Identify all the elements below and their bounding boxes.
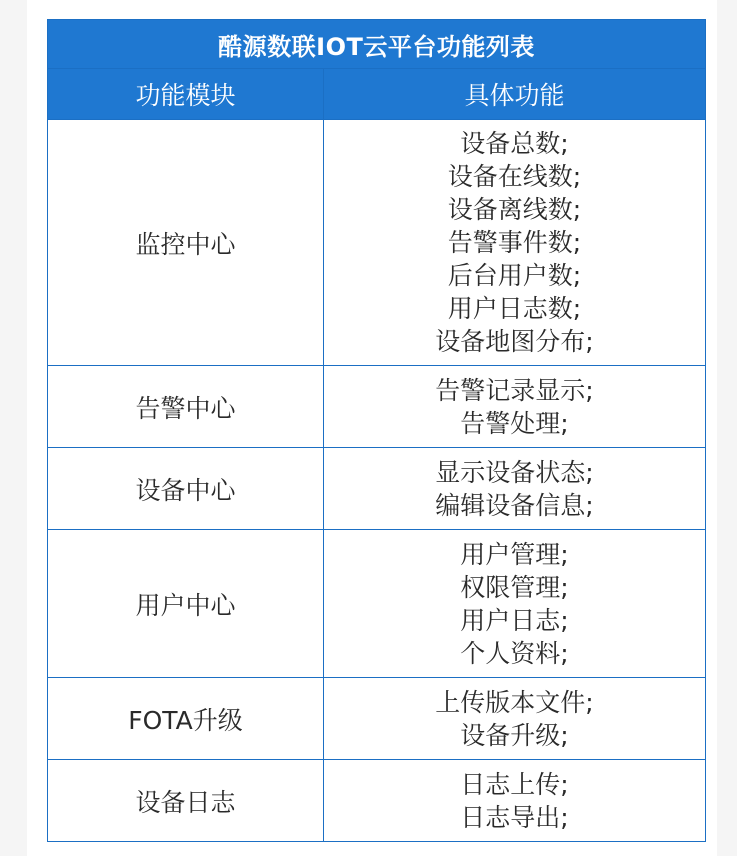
feature-item: 设备总数;: [460, 129, 569, 158]
features-cell: [324, 760, 706, 842]
feature-item: 上传版本文件;: [435, 687, 594, 717]
feature-item: 个人资料;: [460, 638, 569, 668]
module-cell: FOTA升级: [48, 678, 324, 760]
function-list-table: [47, 19, 706, 842]
feature-item: 日志上传;: [460, 769, 569, 799]
module-cell: 告警中心: [48, 366, 324, 448]
table-title: 酷源数联IOT云平台功能列表: [48, 20, 706, 69]
table-header-row: [48, 69, 706, 120]
feature-item: 日志导出;: [460, 802, 569, 832]
feature-item: 告警记录显示;: [435, 375, 594, 405]
feature-item: 编辑设备信息;: [435, 490, 594, 520]
feature-item: 设备地图分布;: [435, 327, 594, 356]
features-cell: [324, 120, 706, 366]
module-cell: 设备日志: [48, 760, 324, 842]
table-row: [48, 530, 706, 678]
feature-item: 设备升级;: [460, 720, 569, 750]
features-cell: [324, 678, 706, 760]
feature-item: 告警事件数;: [447, 228, 582, 257]
header-module: 功能模块: [48, 69, 324, 120]
features-cell: [324, 530, 706, 678]
header-features: 具体功能: [324, 69, 706, 120]
feature-item: 用户管理;: [460, 539, 569, 569]
module-cell: 设备中心: [48, 448, 324, 530]
feature-item: 用户日志;: [460, 605, 569, 635]
module-cell: 监控中心: [48, 120, 324, 366]
features-cell: [324, 448, 706, 530]
feature-item: 用户日志数;: [447, 294, 582, 323]
table-row: [48, 760, 706, 842]
feature-item: 后台用户数;: [447, 261, 582, 290]
feature-item: 告警处理;: [460, 408, 569, 438]
features-cell: [324, 366, 706, 448]
feature-item: 权限管理;: [460, 572, 569, 602]
feature-item: 显示设备状态;: [435, 457, 594, 487]
table-row: [48, 678, 706, 760]
feature-item: 设备在线数;: [447, 162, 582, 191]
table-row: [48, 448, 706, 530]
table-row: [48, 120, 706, 366]
table-row: [48, 366, 706, 448]
feature-item: 设备离线数;: [447, 195, 582, 224]
table-title-row: [48, 20, 706, 69]
module-cell: 用户中心: [48, 530, 324, 678]
